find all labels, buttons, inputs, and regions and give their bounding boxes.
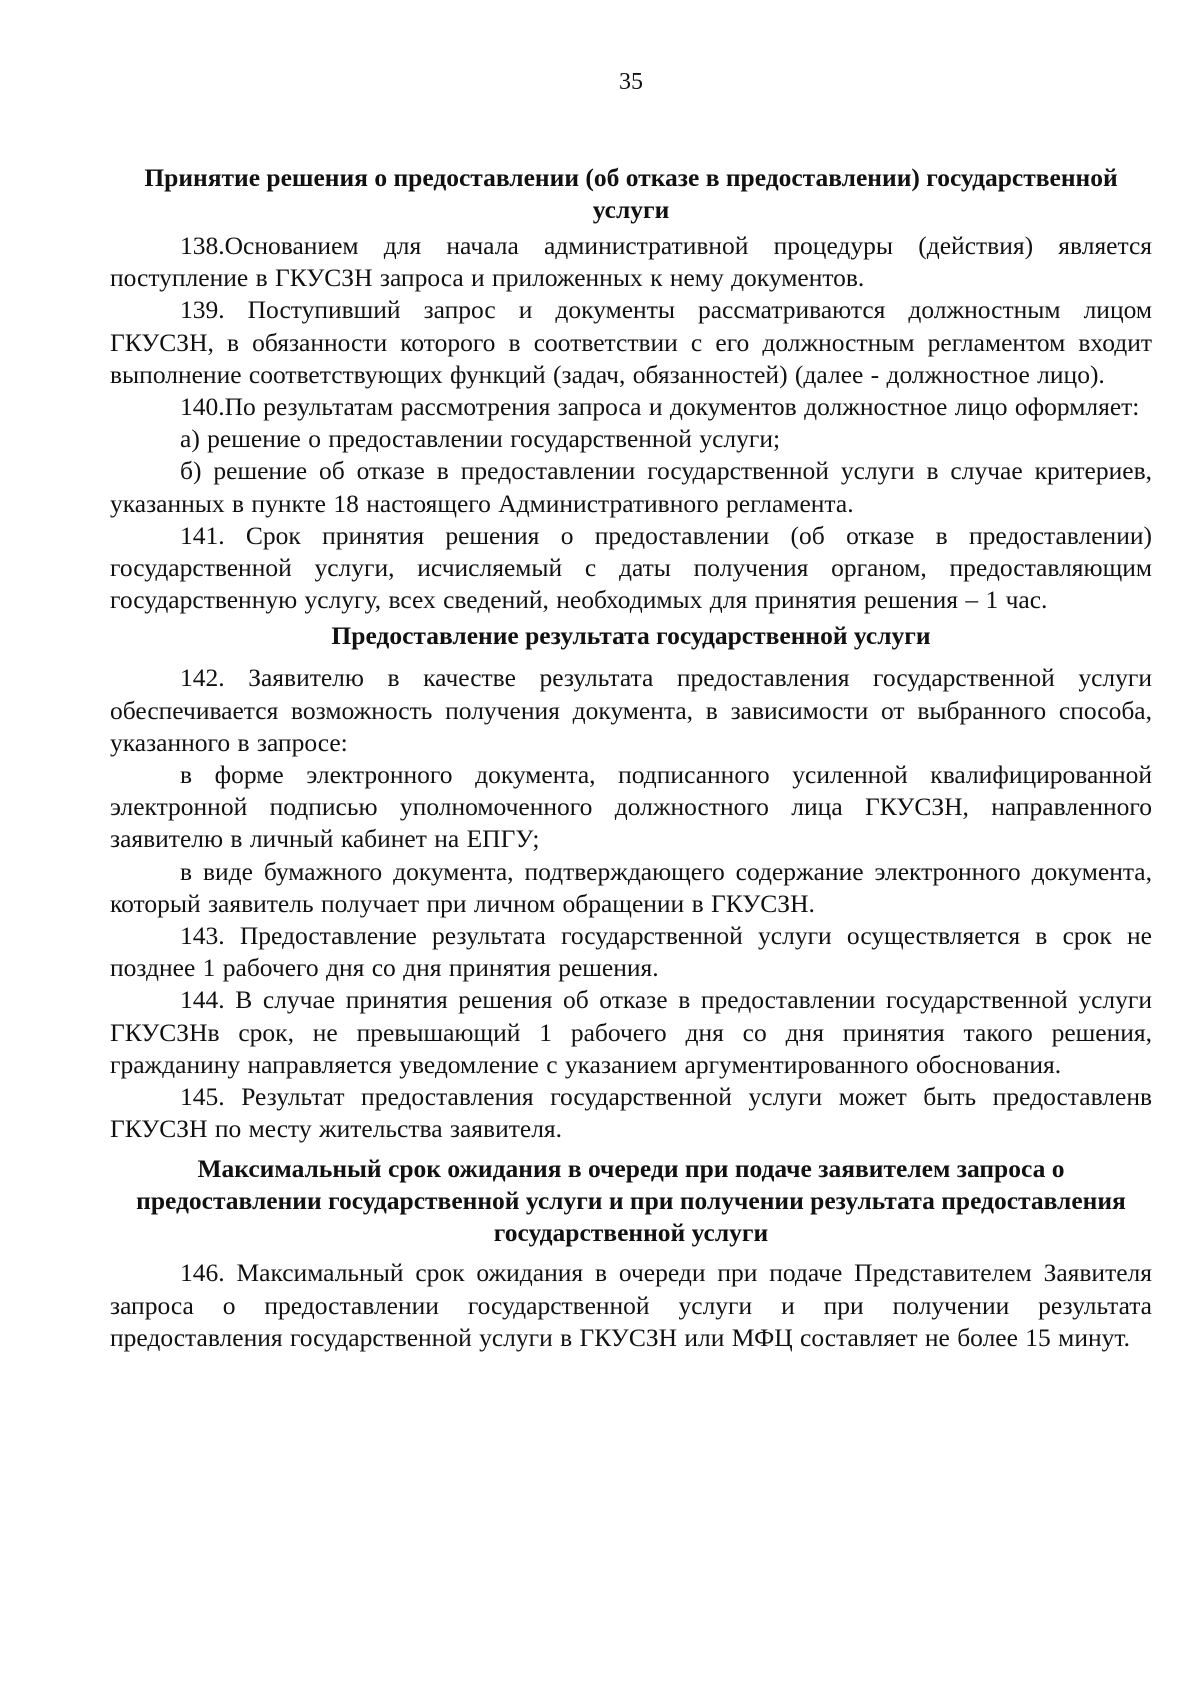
- paragraph-142: 142. Заявителю в качестве результата предоставления государственной услуги обеспечивается возможность получения документа, в зависимости от выбранного способа, указанного в запросе:: [110, 663, 1152, 757]
- paragraph-144: 144. В случае принятия решения об отказе в предоставлении государственной услуги ГКУСЗНв срок, не превышающий 1 рабочего дня со дня принятия такого решения, гражданину направляется уведомление с указанием аргументированного обоснования.: [110, 985, 1152, 1079]
- section-heading-decision: Принятие решения о предоставлении (об отказе в предоставлении) государственной услуги: [144, 163, 1118, 224]
- paragraph-139: 139. Поступивший запрос и документы рассматриваются должностным лицом ГКУСЗН, в обязанности которого в соответствии с его должностным регламентом входит выполнение соответствующих функций (задач, обязанностей) (далее - должностное лицо).: [110, 295, 1152, 389]
- paragraph-138: 138.Основанием для начала административной процедуры (действия) является поступление в ГКУСЗН запроса и приложенных к нему документов.: [110, 231, 1152, 293]
- paragraph-140-b: б) решение об отказе в предоставлении государственной услуги в случае критериев, указанных в пункте 18 настоящего Административного регламента.: [110, 456, 1152, 518]
- paragraph-143: 143. Предоставление результата государственной услуги осуществляется в срок не позднее 1 рабочего дня со дня принятия решения.: [110, 921, 1152, 983]
- paragraph-141: 141. Срок принятия решения о предоставлении (об отказе в предоставлении) государственной услуги, исчисляемый с даты получения органом, предоставляющим государственную услугу, всех сведений, необходимых для принятия решения – 1 час.: [110, 520, 1152, 615]
- paragraph-146: 146. Максимальный срок ожидания в очереди при подаче Представителем Заявителя запроса о предоставлении государственной услуги и при получении результата предоставления государственной услуги в ГКУСЗН или МФЦ составляет не более 15 минут.: [110, 1258, 1152, 1352]
- section-heading-queue: Максимальный срок ожидания в очереди при подаче заявителем запроса о предоставлении государственной услуги и при получении результата предоставления государственной услуги: [136, 1154, 1126, 1248]
- document-content: [110, 162, 1152, 1354]
- paragraph-142-paper: в виде бумажного документа, подтверждающего содержание электронного документа, который заявитель получает при личном обращении в ГКУСЗН.: [110, 856, 1152, 918]
- paragraph-145: 145. Результат предоставления государственной услуги может быть предоставленв ГКУСЗН по месту жительства заявителя.: [110, 1082, 1152, 1144]
- paragraph-142-electronic: в форме электронного документа, подписанного усиленной квалифицированной электронной подписью уполномоченного должностного лица ГКУСЗН, направленного заявителю в личный кабинет на ЕПГУ;: [110, 760, 1152, 854]
- paragraph-140: 140.По результатам рассмотрения запроса и документов должностное лицо оформляет:: [180, 392, 1140, 422]
- paragraph-140-a: а) решение о предоставлении государственной услуги;: [180, 424, 781, 454]
- page-number: 35: [619, 69, 643, 95]
- section-heading-result: Предоставление результата государственной услуги: [331, 621, 931, 651]
